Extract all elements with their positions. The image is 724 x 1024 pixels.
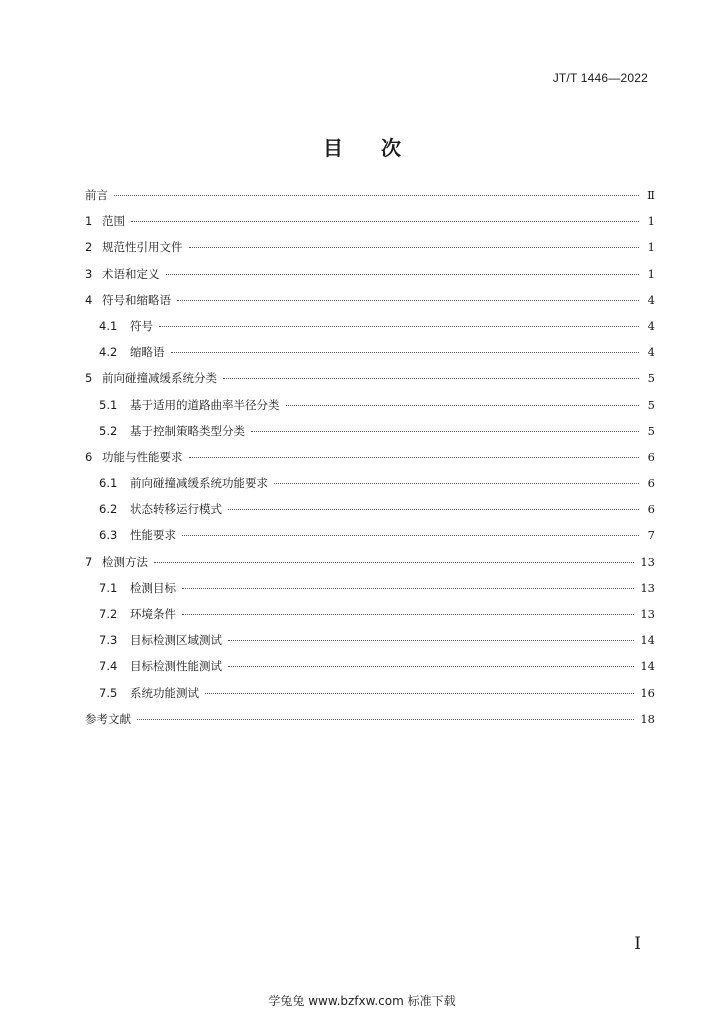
toc-entry[interactable] <box>85 554 655 580</box>
footer-watermark: 学兔兔 www.bzfxw.com 标准下载 <box>268 994 456 1008</box>
toc-entry-label: 范围 <box>102 214 125 229</box>
toc-entry-label: 目标检测性能测试 <box>130 659 222 674</box>
toc-entry-page: 6 <box>647 476 655 491</box>
toc-leader-dots <box>182 535 639 536</box>
toc-title <box>0 132 724 161</box>
toc-entry[interactable] <box>85 370 655 396</box>
toc-leader-dots <box>228 640 634 641</box>
toc-leader-dots <box>182 614 634 615</box>
toc-entry[interactable] <box>85 292 655 318</box>
toc-entry-number: 7 <box>85 554 93 569</box>
toc-entry-label: 状态转移运行模式 <box>130 502 222 517</box>
toc-entry-page: 4 <box>647 292 655 307</box>
toc-entry-label: 前言 <box>85 188 108 202</box>
toc-leader-dots <box>228 509 639 510</box>
toc-entry-label: 目标检测区域测试 <box>130 633 222 648</box>
toc-entry[interactable] <box>85 423 655 449</box>
toc-entry-number: 1 <box>85 214 93 229</box>
toc-entry-number: 6.2 <box>99 502 118 517</box>
toc-entry-label: 基于控制策略类型分类 <box>130 423 245 438</box>
toc-entry-page: 1 <box>647 266 655 281</box>
toc-leader-dots <box>177 300 639 301</box>
toc-entry-label: 缩略语 <box>130 345 165 360</box>
toc-entry-page: 4 <box>647 318 655 333</box>
toc-entry-number: 6.1 <box>99 476 118 491</box>
toc-entry-page: 6 <box>647 449 655 464</box>
toc-entry[interactable] <box>85 449 655 475</box>
toc-leader-dots <box>114 195 639 196</box>
toc-leader-dots <box>131 221 639 222</box>
toc-entry[interactable] <box>85 344 655 370</box>
toc-entry-number: 5.1 <box>99 397 118 412</box>
toc-entry-number: 5.2 <box>99 423 118 438</box>
toc-entry[interactable] <box>85 318 655 344</box>
toc-entry-number: 7.1 <box>99 580 118 595</box>
toc-entry-label: 术语和定义 <box>102 266 160 281</box>
table-of-contents <box>85 187 655 737</box>
toc-leader-dots <box>286 405 640 406</box>
toc-entry-page: 1 <box>647 214 655 229</box>
toc-entry-number: 4.2 <box>99 345 118 360</box>
page-number: I <box>634 934 641 954</box>
toc-leader-dots <box>159 326 639 327</box>
toc-leader-dots <box>189 457 640 458</box>
toc-entry[interactable] <box>85 580 655 606</box>
toc-entry[interactable] <box>85 685 655 711</box>
toc-entry-number: 6 <box>85 449 93 464</box>
toc-leader-dots <box>182 588 634 589</box>
toc-entry-label: 功能与性能要求 <box>102 449 183 464</box>
toc-entry-number: 4.1 <box>99 318 118 333</box>
toc-entry[interactable] <box>85 187 655 213</box>
toc-entry-number: 7.3 <box>99 633 118 648</box>
toc-entry-label: 参考文献 <box>85 711 131 726</box>
toc-leader-dots <box>223 378 639 379</box>
toc-entry-label: 符号 <box>130 318 153 333</box>
toc-entry[interactable] <box>85 501 655 527</box>
toc-entry-page: 13 <box>640 554 655 569</box>
toc-entry-label: 前向碰撞减缓系统功能要求 <box>130 476 268 491</box>
toc-entry-number: 7.5 <box>99 685 118 700</box>
toc-title-part2: 次 <box>381 136 401 160</box>
toc-leader-dots <box>228 666 634 667</box>
toc-leader-dots <box>189 247 640 248</box>
toc-entry-number: 3 <box>85 266 93 281</box>
toc-leader-dots <box>154 562 634 563</box>
toc-entry[interactable] <box>85 213 655 239</box>
toc-entry[interactable] <box>85 606 655 632</box>
toc-entry-number: 2 <box>85 240 93 255</box>
toc-entry-page: 7 <box>647 528 655 543</box>
toc-entry-label: 性能要求 <box>130 528 176 543</box>
toc-entry-page: 5 <box>647 397 655 412</box>
toc-entry[interactable] <box>85 632 655 658</box>
toc-entry-label: 检测方法 <box>102 554 148 569</box>
toc-entry-page: 4 <box>647 345 655 360</box>
toc-leader-dots <box>171 352 640 353</box>
toc-entry-number: 5 <box>85 371 93 386</box>
toc-entry-page: 14 <box>640 633 655 648</box>
toc-entry-page: 5 <box>647 423 655 438</box>
toc-entry-number: 6.3 <box>99 528 118 543</box>
toc-entry[interactable] <box>85 266 655 292</box>
toc-entry-page: 13 <box>640 580 655 595</box>
toc-entry-page: 13 <box>640 607 655 621</box>
toc-entry[interactable] <box>85 475 655 501</box>
toc-entry-page: Ⅱ <box>647 188 655 202</box>
toc-entry[interactable] <box>85 658 655 684</box>
standard-number: JT/T 1446—2022 <box>552 71 648 85</box>
toc-leader-dots <box>166 274 640 275</box>
toc-entry-label: 环境条件 <box>130 607 176 621</box>
toc-entry[interactable] <box>85 397 655 423</box>
toc-entry-label: 规范性引用文件 <box>102 240 183 255</box>
toc-entry-page: 18 <box>640 711 655 726</box>
toc-leader-dots <box>205 693 634 694</box>
toc-leader-dots <box>274 483 639 484</box>
toc-leader-dots <box>137 719 634 720</box>
toc-entry-page: 14 <box>640 659 655 674</box>
toc-entry[interactable] <box>85 711 655 737</box>
toc-entry[interactable] <box>85 527 655 553</box>
toc-entry-label: 基于适用的道路曲率半径分类 <box>130 397 280 412</box>
toc-entry-page: 1 <box>647 240 655 255</box>
toc-entry-number: 4 <box>85 292 93 307</box>
toc-entry-page: 5 <box>647 371 655 386</box>
toc-entry-label: 检测目标 <box>130 580 176 595</box>
toc-entry-number: 7.4 <box>99 659 118 674</box>
toc-entry-page: 16 <box>640 685 655 700</box>
toc-entry-page: 6 <box>647 502 655 517</box>
toc-title-part1: 目 <box>323 136 343 160</box>
toc-entry-label: 符号和缩略语 <box>102 292 171 307</box>
toc-entry[interactable] <box>85 239 655 265</box>
toc-entry-label: 系统功能测试 <box>130 685 199 700</box>
toc-entry-label: 前向碰撞减缓系统分类 <box>102 371 217 386</box>
toc-leader-dots <box>251 431 639 432</box>
toc-entry-number: 7.2 <box>99 607 118 621</box>
